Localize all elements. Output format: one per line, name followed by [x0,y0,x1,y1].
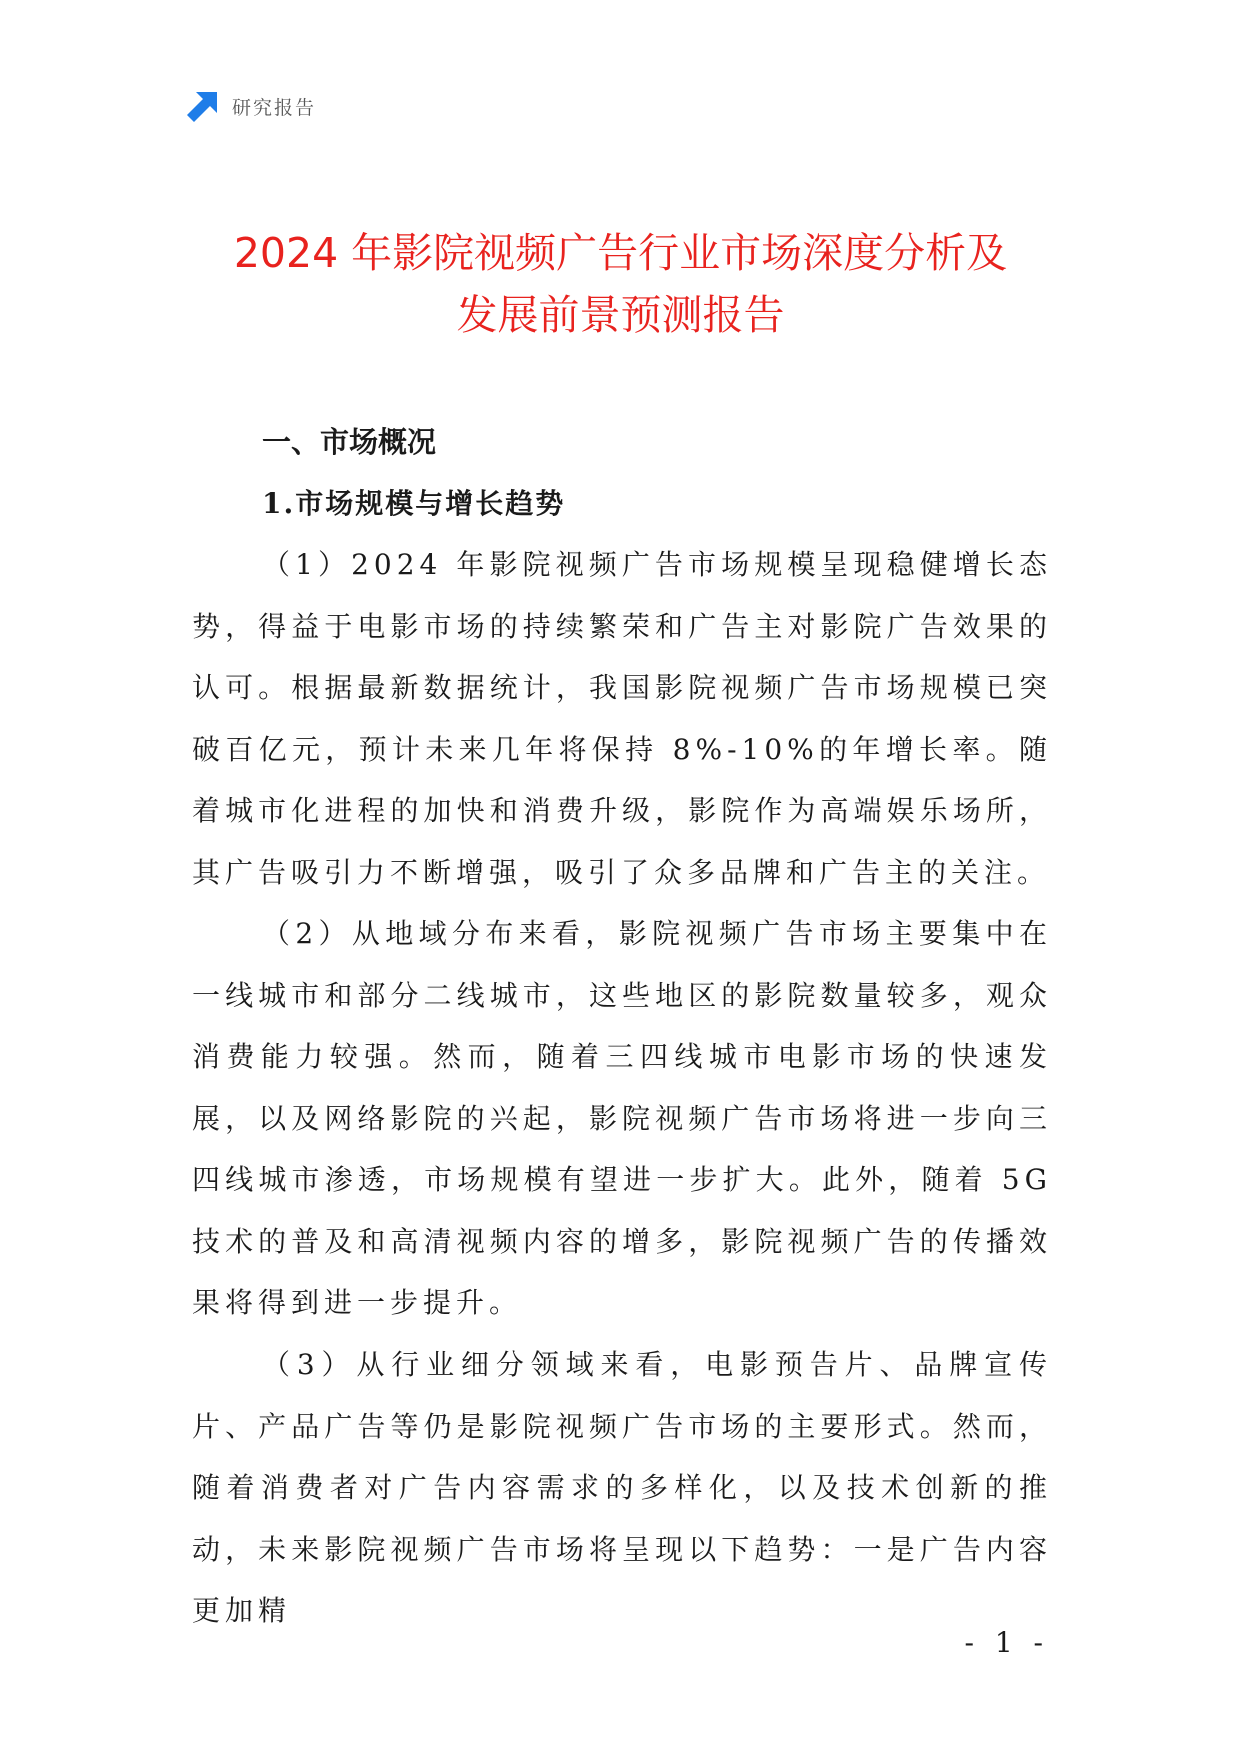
paragraph-1: （1）2024 年影院视频广告市场规模呈现稳健增长态势，得益于电影市场的持续繁荣和广告主对影院广告效果的认可。根据最新数据统计，我国影院视频广告市场规模已突破百亿元，预计未来几年将保持 8%-10%的年增长率。随着城市化进程的加快和消费升级，影院作为高端娱乐场所，其广告吸引力不断增强，吸引了众多品牌和广告主的关注。 [192,548,1052,889]
document-title [140,222,1101,346]
header-label: 研究报告 [232,96,317,119]
page-number: - 1 - [964,1626,1049,1659]
title-line-1: 2024 年影院视频广告行业市场深度分析及 [233,229,1008,277]
report-header [186,88,316,124]
section-heading: 一、市场概况 [262,425,437,459]
paragraph-2: （2）从地域分布来看，影院视频广告市场主要集中在一线城市和部分二线城市，这些地区的影院数量较多，观众消费能力较强。然而，随着三四线城市电影市场的快速发展，以及网络影院的兴起，影院视频广告市场将进一步向三四线城市渗透，市场规模有望进一步扩大。此外，随着 5G 技术的普及和高清视频内容的增多，影院视频广告的传播效果将得到进一步提升。 [192,917,1052,1319]
arrow-up-right-icon [186,89,220,123]
title-line-2: 发展前景预测报告 [456,291,785,339]
paragraph-3: （3）从行业细分领域来看，电影预告片、品牌宣传片、产品广告等仍是影院视频广告市场的主要形式。然而，随着消费者对广告内容需求的多样化，以及技术创新的推动，未来影院视频广告市场将呈现以下趋势：一是广告内容更加精 [192,1348,1052,1627]
sub-heading: 1.市场规模与增长趋势 [262,487,566,520]
